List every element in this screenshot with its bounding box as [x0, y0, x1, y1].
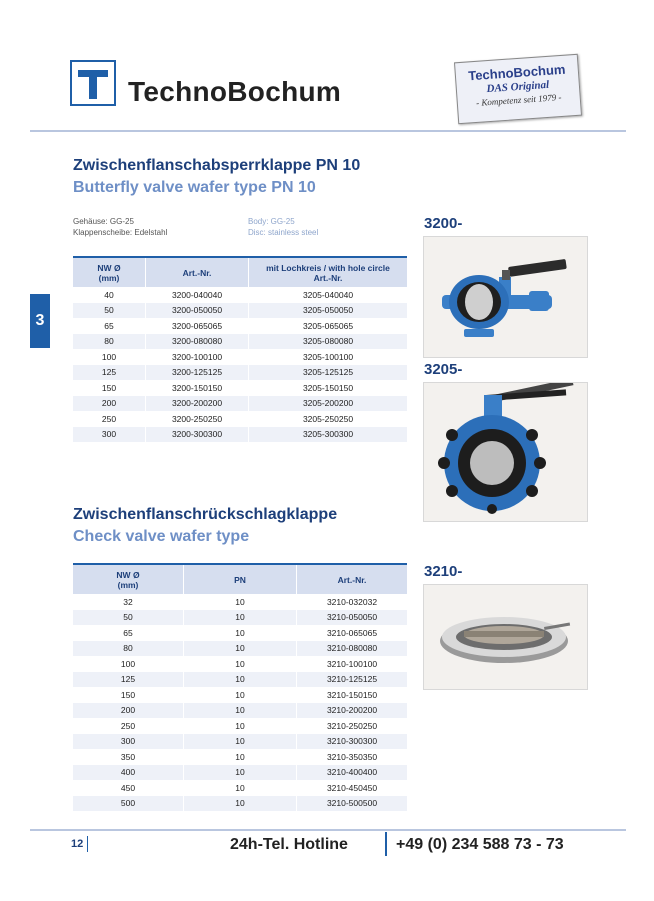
table-cell: 3210-450450 — [297, 780, 408, 796]
table-row — [73, 396, 407, 412]
table-row — [73, 734, 407, 750]
table-cell: 3210-032032 — [297, 594, 408, 610]
table-row — [73, 656, 407, 672]
table-cell: 3210-125125 — [297, 672, 408, 688]
table-row — [73, 641, 407, 657]
table-cell: 3200-300300 — [146, 427, 249, 443]
table-cell: 3210-350350 — [297, 749, 408, 765]
table-row — [73, 349, 407, 365]
col-nw-unit: (mm) — [98, 272, 120, 283]
spec-body-en: Body: GG-25 — [248, 217, 295, 226]
table-cell: 3200-050050 — [146, 303, 249, 319]
table-cell: 65 — [73, 318, 146, 334]
stamp-original: DAS Original — [486, 78, 550, 96]
table-cell: 125 — [73, 365, 146, 381]
hotline-divider — [385, 832, 387, 856]
table-cell: 3200-250250 — [146, 411, 249, 427]
table-cell: 400 — [73, 765, 184, 781]
header-divider — [30, 130, 626, 132]
butterfly-table — [73, 256, 407, 442]
stamp-since: - Kompetenz seit 1979 - — [475, 92, 562, 108]
code-3205: 3205- — [424, 361, 463, 378]
table-cell: 350 — [73, 749, 184, 765]
table-cell: 10 — [184, 796, 297, 812]
table-row — [73, 365, 407, 381]
col-nw-label: NW Ø — [116, 569, 140, 580]
spec-body-de: Gehäuse: GG-25 — [73, 217, 134, 226]
brand-name: TechnoBochum — [128, 76, 342, 107]
table-cell: 3210-150150 — [297, 687, 408, 703]
table-cell: 10 — [184, 687, 297, 703]
table-row — [73, 287, 407, 303]
check-valve-table — [73, 563, 407, 811]
col-art: Art.-Nr. — [146, 257, 249, 287]
table-row — [73, 380, 407, 396]
table-row — [73, 718, 407, 734]
table-row — [73, 672, 407, 688]
table-cell: 10 — [184, 765, 297, 781]
table-cell: 3210-300300 — [297, 734, 408, 750]
butterfly-title-de: Zwischenflanschabsperrklappe PN 10 — [73, 157, 361, 174]
table-cell: 65 — [73, 625, 184, 641]
col-pn: PN — [184, 564, 297, 594]
table-cell: 450 — [73, 780, 184, 796]
table-cell: 250 — [73, 411, 146, 427]
table-cell: 10 — [184, 672, 297, 688]
col-nw — [73, 257, 146, 287]
spec-disc-en: Disc: stainless steel — [248, 228, 319, 237]
table-cell: 10 — [184, 749, 297, 765]
table-cell: 3205-100100 — [249, 349, 408, 365]
table-cell: 3205-150150 — [249, 380, 408, 396]
table-row — [73, 780, 407, 796]
spec-disc-de: Klappenscheibe: Edelstahl — [73, 228, 168, 237]
col-nw-label: NW Ø — [97, 262, 121, 273]
col-nw-unit: (mm) — [117, 579, 139, 590]
table-cell: 10 — [184, 594, 297, 610]
table-cell: 3200-040040 — [146, 287, 249, 303]
table-cell: 10 — [184, 703, 297, 719]
table-cell: 3205-080080 — [249, 334, 408, 350]
table-cell: 3200-100100 — [146, 349, 249, 365]
table-row — [73, 796, 407, 812]
table-cell: 3210-065065 — [297, 625, 408, 641]
table-row — [73, 703, 407, 719]
code-3200: 3200- — [424, 215, 463, 232]
original-stamp — [454, 54, 582, 124]
company-logo — [70, 60, 116, 106]
table-cell: 3210-250250 — [297, 718, 408, 734]
table-cell: 3200-150150 — [146, 380, 249, 396]
butterfly-valve-image — [423, 236, 588, 358]
col-lk-art: Art.-Nr. — [313, 272, 343, 283]
stamp-brand: TechnoBochum — [467, 61, 566, 84]
table-cell: 200 — [73, 396, 146, 412]
table-cell: 3200-200200 — [146, 396, 249, 412]
butterfly-spec-en — [248, 216, 318, 238]
table-cell: 3205-125125 — [249, 365, 408, 381]
table-cell: 80 — [73, 641, 184, 657]
table-cell: 3205-300300 — [249, 427, 408, 443]
table-cell: 500 — [73, 796, 184, 812]
page-number-divider — [87, 836, 88, 852]
table-row — [73, 625, 407, 641]
table-cell: 50 — [73, 303, 146, 319]
hotline-label: 24h-Tel. Hotline — [230, 836, 348, 853]
table-cell: 3205-050050 — [249, 303, 408, 319]
check-title-en: Check valve wafer type — [73, 528, 250, 545]
table-cell: 300 — [73, 734, 184, 750]
table-row — [73, 303, 407, 319]
table-cell: 10 — [184, 780, 297, 796]
table-row — [73, 318, 407, 334]
table-row — [73, 765, 407, 781]
table-cell: 80 — [73, 334, 146, 350]
page-number: 12 — [71, 838, 84, 850]
check-valve-image — [423, 584, 588, 690]
table-cell: 3210-500500 — [297, 796, 408, 812]
table-cell: 125 — [73, 672, 184, 688]
footer-divider — [30, 829, 626, 831]
table-cell: 200 — [73, 703, 184, 719]
table-cell: 3200-125125 — [146, 365, 249, 381]
table-cell: 10 — [184, 718, 297, 734]
table-cell: 10 — [184, 641, 297, 657]
table-row — [73, 687, 407, 703]
table-cell: 250 — [73, 718, 184, 734]
col-lk-label: mit Lochkreis / with hole circle — [266, 262, 390, 273]
table-row — [73, 594, 407, 610]
table-cell: 10 — [184, 734, 297, 750]
table-cell: 3210-400400 — [297, 765, 408, 781]
table-cell: 3210-080080 — [297, 641, 408, 657]
table-row — [73, 427, 407, 443]
table-row — [73, 334, 407, 350]
table-cell: 300 — [73, 427, 146, 443]
table-cell: 3200-065065 — [146, 318, 249, 334]
butterfly-spec-de — [73, 216, 167, 238]
table-row — [73, 610, 407, 626]
code-3210: 3210- — [424, 563, 463, 580]
table-cell: 3210-050050 — [297, 610, 408, 626]
table-cell: 3210-200200 — [297, 703, 408, 719]
table-cell: 3205-250250 — [249, 411, 408, 427]
col-nw — [73, 564, 184, 594]
table-cell: 32 — [73, 594, 184, 610]
table-cell: 3210-100100 — [297, 656, 408, 672]
table-cell: 3205-040040 — [249, 287, 408, 303]
table-row — [73, 411, 407, 427]
table-cell: 150 — [73, 380, 146, 396]
table-cell: 10 — [184, 656, 297, 672]
table-cell: 3205-065065 — [249, 318, 408, 334]
table-cell: 100 — [73, 349, 146, 365]
col-art: Art.-Nr. — [297, 564, 408, 594]
hotline-phone: +49 (0) 234 588 73 - 73 — [396, 836, 564, 853]
check-title-de: Zwischenflanschrückschlagklappe — [73, 506, 338, 523]
table-cell: 3205-200200 — [249, 396, 408, 412]
section-tab: 3 — [30, 294, 50, 348]
table-cell: 3200-080080 — [146, 334, 249, 350]
butterfly-title-en: Butterfly valve wafer type PN 10 — [73, 179, 316, 196]
table-cell: 40 — [73, 287, 146, 303]
table-cell: 10 — [184, 625, 297, 641]
table-cell: 100 — [73, 656, 184, 672]
table-row — [73, 749, 407, 765]
table-cell: 50 — [73, 610, 184, 626]
lug-valve-image — [423, 382, 588, 522]
table-cell: 150 — [73, 687, 184, 703]
table-cell: 10 — [184, 610, 297, 626]
col-lochkreis — [249, 257, 408, 287]
